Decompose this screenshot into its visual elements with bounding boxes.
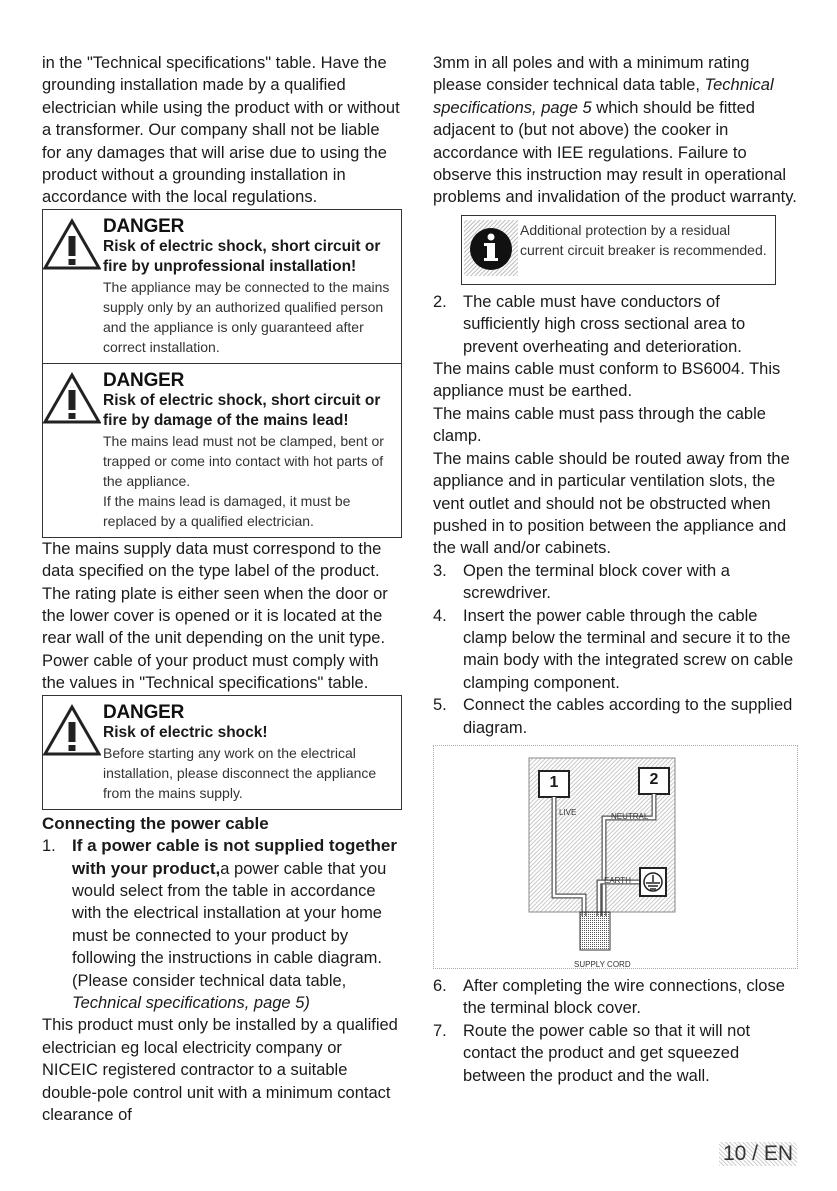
- power-cable-paragraph: Power cable of your product must comply with the values in "Technical specifications" table.: [42, 651, 379, 693]
- warning-triangle-icon: [43, 702, 103, 803]
- danger-subtitle: Risk of electric shock!: [103, 723, 268, 741]
- steps-list-right-b: [433, 560, 798, 739]
- danger-box-3: [42, 695, 402, 810]
- earth-label: EARTH: [604, 875, 631, 885]
- neutral-label: NEUTRAL: [611, 811, 649, 821]
- warning-triangle-icon: [43, 370, 103, 531]
- danger-body: The mains lead must not be clamped, bent or trapped or come into contact with hot parts of the appliance.: [103, 432, 384, 489]
- paragraph: The mains cable should be routed away from the appliance and in particular ventilation slots, the vent outlet and should not be obstructed when pushed in to position between the appliance and the wall and/or cabinets.: [433, 449, 790, 558]
- supply-cord-label: SUPPLY CORD: [574, 959, 631, 969]
- danger-body: Before starting any work on the electrical installation, please disconnect the appliance from the mains supply.: [103, 744, 377, 801]
- list-item: 5. Connect the cables according to the supplied diagram.: [433, 696, 793, 737]
- info-text: Additional protection by a residual current circuit breaker is recommended.: [520, 221, 767, 258]
- live-label: LIVE: [559, 807, 577, 817]
- continued-paragraph: 3mm in all poles and with a minimum rating please consider technical data table, Technical specifications, page 5 which should be fitted adjacent to (but not above) the cooker in accordance with IEE regulations. Failure to observe this instruction may result in operational problems and invalidation of the product warranty.: [433, 54, 797, 207]
- danger-box-group: [42, 209, 402, 538]
- terminal-2-label: 2: [649, 770, 659, 788]
- spec-reference: Technical specifications, page 5: [433, 76, 774, 117]
- danger-subtitle: Risk of electric shock, short circuit or fire by unprofessional installation!: [103, 237, 381, 275]
- steps-list-right-a: [433, 291, 798, 358]
- list-item: [42, 835, 402, 1014]
- list-item: 6. After completing the wire connections, close the terminal block cover.: [433, 976, 785, 1018]
- step-reference: Technical specifications, page 5): [72, 993, 310, 1012]
- left-column: [42, 52, 402, 1126]
- info-box: [461, 215, 776, 285]
- paragraph: The mains cable must pass through the cable clamp.: [433, 404, 766, 446]
- step-number: 1.: [42, 837, 56, 856]
- danger-subtitle: Risk of electric shock, short circuit or fire by damage of the mains lead!: [103, 391, 381, 429]
- list-item: 4. Insert the power cable through the cable clamp below the terminal and secure it to the main body with the integrated screw on cable clamping component.: [433, 606, 794, 692]
- danger-title: DANGER: [103, 369, 185, 391]
- paragraph: The mains cable must conform to BS6004. This appliance must be earthed.: [433, 360, 781, 401]
- steps-list-right-c: [433, 975, 798, 1087]
- danger-title: DANGER: [103, 215, 185, 237]
- danger-title: DANGER: [103, 701, 185, 723]
- info-icon: [462, 216, 520, 284]
- danger-warning-1: [43, 210, 401, 363]
- wiring-diagram: [433, 745, 798, 969]
- list-item: 2. The cable must have conductors of sufficiently high cross sectional area to prevent overheating and deterioration.: [433, 292, 746, 356]
- install-paragraph: This product must only be installed by a qualified electrician eg local electricity company or NICEIC registered contractor to a suitable double-pole control unit with a minimum contact clearance of: [42, 1016, 398, 1124]
- step-text: a power cable that you would select from the table in accordance with the electrical installation at your home must be connected to your product by following the instructions in cable diagram. (Please consider technical data table,: [72, 859, 387, 990]
- danger-warning-3: [43, 696, 401, 809]
- warning-triangle-icon: [43, 216, 103, 357]
- step-bold-text: If a power cable is not supplied together with your product,: [72, 836, 397, 878]
- terminal-1-label: 1: [549, 773, 559, 791]
- right-column: [433, 52, 798, 1087]
- danger-body: If the mains lead is damaged, it must be replaced by a qualified electrician.: [103, 492, 351, 529]
- list-item: 7. Route the power cable so that it will not contact the product and get squeezed between the product and the wall.: [433, 1021, 751, 1085]
- danger-body: The appliance may be connected to the mains supply only by an authorized qualified person and the appliance is only guaranteed after correct installation.: [103, 278, 390, 355]
- danger-warning-2: [43, 363, 401, 537]
- list-item: 3. Open the terminal block cover with a screwdriver.: [433, 561, 730, 603]
- page-number: 10 / EN: [719, 1142, 797, 1166]
- steps-list-left: [42, 835, 402, 1014]
- section-heading: Connecting the power cable: [42, 813, 269, 833]
- mains-supply-paragraph: The mains supply data must correspond to the data specified on the type label of the product. The rating plate is either seen when the door or the lower cover is opened or it is located at the rear wall of the unit depending on the unit type.: [42, 539, 388, 648]
- intro-paragraph: in the "Technical specifications" table. Have the grounding installation made by a qualified electrician while using the product with or without a transformer. Our company shall not be liable for any damages that will arise due to using the product without a grounding installation in accordance with the local regulations.: [42, 54, 400, 207]
